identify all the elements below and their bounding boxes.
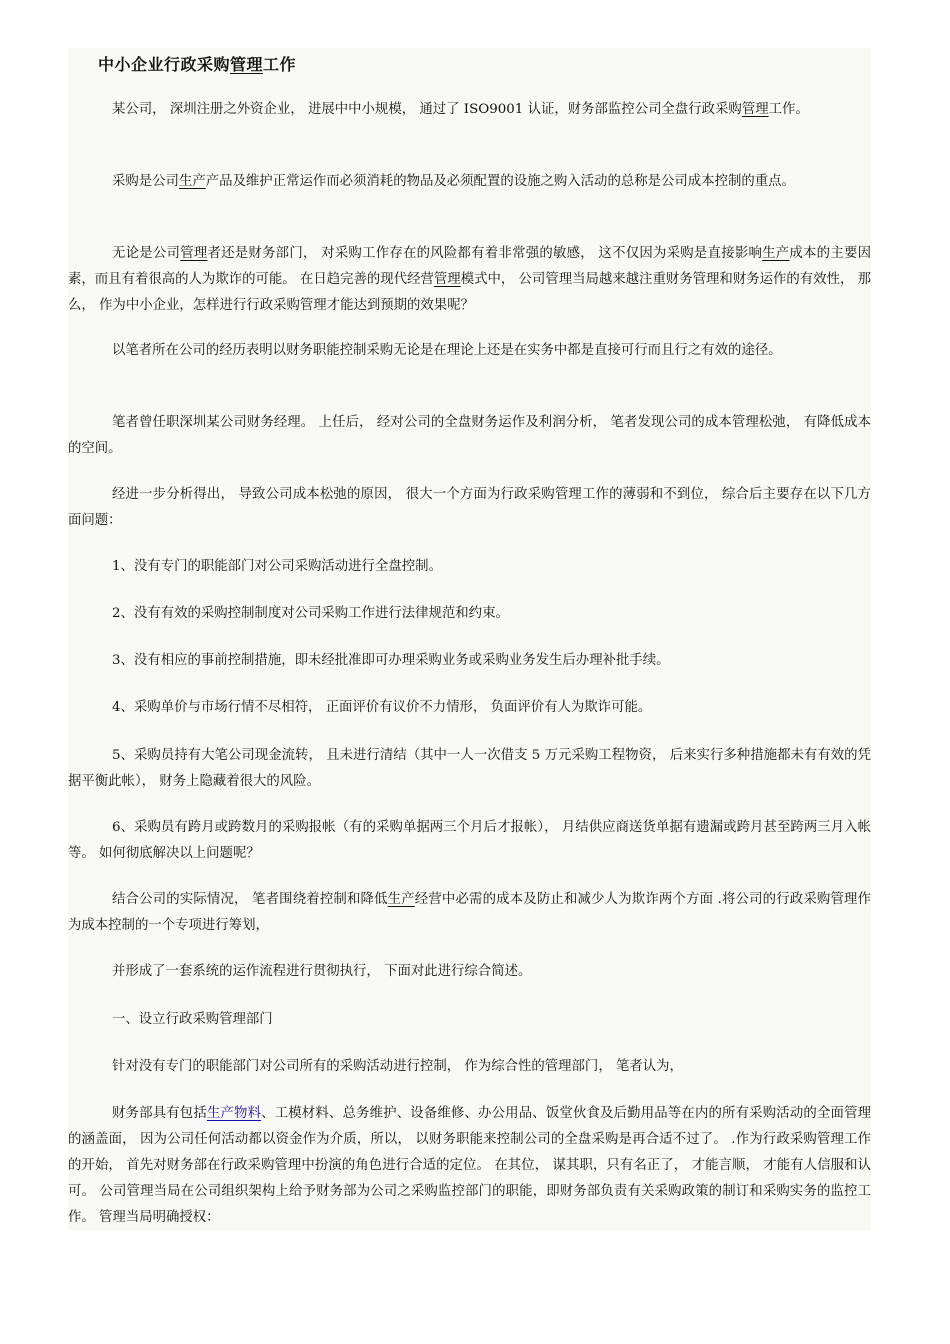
paragraph-1 (68, 97, 871, 123)
document-page (68, 48, 871, 1230)
list-item-2: 2、没有有效的采购控制制度对公司采购工作进行法律规范和约束。 (112, 606, 509, 621)
paragraph-3-text-b: 者还是财务部门， 对采购工作存在的风险都有着非常强的敏感， 这不仅因为采购是直接影响 (207, 246, 763, 261)
list-item-1: 1、没有专门的职能部门对公司采购活动进行全盘控制。 (112, 559, 442, 574)
list-item-5: 5、采购员持有大笔公司现金流转， 且未进行清结（其中一人一次借支 5 万元采购工程物资， 后来实行多种措施都未有有效的凭据平衡此帐）， 财务上隐藏着很大的风险。 (68, 748, 871, 789)
paragraph-1-text-end: 工作。 (768, 102, 809, 117)
paragraph-7-text-end: 经营中必需的成本及防止和减少人为欺诈两个方面 .将公司的行政采购管理作为成本控制的一个专项进行筹划， (68, 892, 871, 933)
page-title (98, 52, 296, 75)
paragraph-3-text-c: 成本的主要因素，而且有着很高的人为欺诈的可能。 在日趋完善的现代经营 (68, 246, 871, 287)
underlined-term: 管理 (741, 102, 769, 117)
paragraph-3-text-a: 无论是公司 (112, 246, 181, 261)
underlined-term: 管理 (180, 246, 208, 261)
paragraph-5: 笔者曾任职深圳某公司财务经理。 上任后， 经对公司的全盘财务运作及利润分析， 笔者发现公司的成本管理松弛， 有降低成本的空间。 (68, 415, 871, 456)
list-item-6: 6、采购员有跨月或跨数月的采购报帐（有的采购单据两三个月后才报帐）， 月结供应商送货单据有遗漏或跨月甚至跨两三月入帐等。 如何彻底解决以上问题呢？ (68, 820, 871, 861)
title-keyword: 管理 (230, 55, 264, 74)
paragraph-2-text-end: 产品及维护正常运作而必须消耗的物品及必须配置的设施之购入活动的总称是公司成本控制的重点。 (205, 174, 795, 189)
paragraph-10-text-end: 、工模材料、总务维护、设备维修、办公用品、饭堂伙食及后勤用品等在内的所有采购活动的全面管理的涵盖面， 因为公司任何活动都以资金作为介质，所以， 以财务职能来控制公司的全盘采购是再合适不过了。 .作为行政采购管理工作的开始， 首先对财务部在行政采购管理中扮演的角色进行合适的定位。 在其位， 谋其职，只有名正了， 才能言顺， 才能有人信服和认可。 公司管理当局在公司组织架构上给予财务部为公司之采购监控部门的职能，即财务部负责有关采购政策的制订和采购实务的监控工作。 管理当局明确授权： (68, 1106, 872, 1225)
underlined-term: 生产 (387, 892, 415, 907)
list-item-3: 3、没有相应的事前控制措施，即未经批准即可办理采购业务或采购业务发生后办理补批手续。 (112, 653, 670, 668)
paragraph-8: 并形成了一套系统的运作流程进行贯彻执行， 下面对此进行综合简述。 (112, 964, 532, 979)
title-part-1: 中小企业行政采购 (98, 55, 231, 74)
production-materials-link[interactable]: 生产物料 (206, 1106, 262, 1121)
paragraph-3-text-d: 模式中， 公司管理当局越来越注重财务管理和财务运作的有效性， 那么， 作为中小企业，怎样进行行政采购管理才能达到预期的效果呢？ (68, 272, 872, 313)
paragraph-4: 以笔者所在公司的经历表明以财务职能控制采购无论是在理论上还是在实务中都是直接可行而且行之有效的途径。 (112, 343, 782, 358)
paragraph-2-text: 采购是公司 (112, 174, 179, 189)
list-item-4: 4、采购单价与市场行情不尽相符， 正面评价有议价不力情形， 负面评价有人为欺诈可能。 (112, 700, 652, 715)
title-part-2: 工作 (263, 55, 297, 74)
paragraph-7 (68, 887, 871, 939)
underlined-term: 生产 (762, 246, 790, 261)
paragraph-10-text: 财务部具有包括 (112, 1106, 207, 1121)
paragraph-7-text: 结合公司的实际情况， 笔者围绕着控制和降低 (112, 892, 388, 907)
paragraph-3 (68, 241, 871, 319)
paragraph-1-text: 某公司， 深圳注册之外资企业， 进展中中小规模， 通过了 ISO9001 认证，财务部监控公司全盘行政采购 (112, 102, 742, 117)
section-heading-1: 一、设立行政采购管理部门 (112, 1012, 273, 1027)
underlined-term: 管理 (433, 272, 461, 287)
paragraph-10 (68, 1101, 871, 1231)
underlined-term: 生产 (178, 174, 206, 189)
paragraph-6: 经进一步分析得出， 导致公司成本松弛的原因， 很大一个方面为行政采购管理工作的薄弱和不到位， 综合后主要存在以下几方面问题： (68, 487, 871, 528)
paragraph-2 (68, 169, 871, 195)
paragraph-9: 针对没有专门的职能部门对公司所有的采购活动进行控制， 作为综合性的管理部门， 笔者认为， (112, 1059, 683, 1074)
